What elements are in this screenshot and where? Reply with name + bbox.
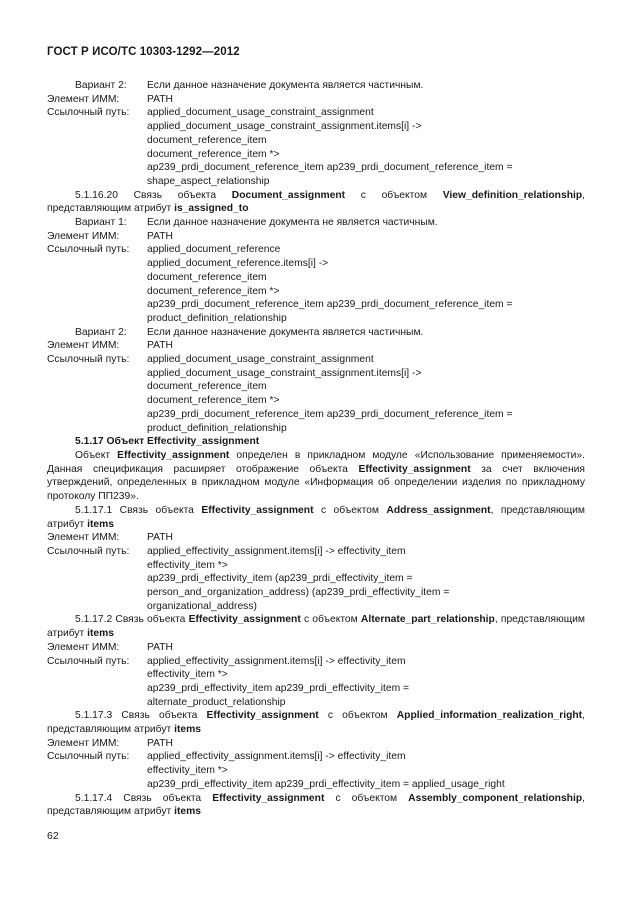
- mapping-key: Элемент ИММ:: [47, 230, 120, 242]
- text-run: 5.1.17 Объект Effectivity_assignment: [75, 436, 260, 448]
- text-run: , представляющим атрибут: [47, 710, 585, 736]
- mapping-key: Ссылочный путь:: [47, 244, 130, 256]
- page-header: ГОСТ Р ИСО/ТС 10303-1292—2012: [47, 46, 240, 58]
- mapping-value: Если данное назначение документа является частичным.: [147, 80, 424, 91]
- entity-name: Applied_information_realization_right: [396, 710, 583, 722]
- mapping-row: [47, 106, 585, 120]
- entity-name: items: [87, 628, 114, 640]
- mapping-value: applied_effectivity_assignment.items[i] -> effectivity_item: [147, 545, 406, 557]
- mapping-continuation: effectivity_item *>: [147, 765, 228, 777]
- mapping-key: Элемент ИММ:: [47, 641, 120, 653]
- text-run: 5.1.17.3 Связь объекта: [75, 710, 207, 722]
- mapping-value: PATH: [147, 340, 173, 352]
- mapping-key: Ссылочный путь:: [47, 655, 130, 667]
- mapping-key: Ссылочный путь:: [47, 107, 130, 119]
- text-run: 5.1.17.4 Связь объекта: [75, 792, 213, 804]
- mapping-value: applied_effectivity_assignment.items[i] -> effectivity_item: [147, 655, 406, 667]
- mapping-row: [47, 655, 585, 669]
- mapping-continuation: effectivity_item *>: [147, 669, 228, 681]
- mapping-row: [47, 737, 585, 751]
- mapping-value: PATH: [147, 532, 173, 544]
- entity-name: Effectivity_assignment: [201, 504, 314, 516]
- text-run: 5.1.17.1 Связь объекта: [75, 504, 202, 516]
- mapping-key: Элемент ИММ:: [47, 340, 120, 352]
- mapping-value: PATH: [147, 641, 173, 653]
- mapping-key: Вариант 2:: [75, 326, 127, 338]
- mapping-row: [47, 339, 585, 353]
- mapping-continuation: ap239_prdi_document_reference_item ap239_prdi_document_reference_item =: [147, 299, 513, 311]
- entity-name: Alternate_part_relationship: [360, 614, 495, 626]
- mapping-key: Элемент ИММ:: [47, 737, 120, 749]
- mapping-continuation: applied_document_usage_constraint_assignment.items[i] ->: [147, 121, 422, 133]
- entity-name: View_definition_relationship: [442, 189, 583, 201]
- mapping-key: Вариант 2:: [75, 80, 127, 91]
- text-run: за счет включения утверждений, определенных в прикладном модуле «Информация об определении изделия по прикладному протоколу ПП239».: [47, 463, 585, 503]
- mapping-value: applied_effectivity_assignment.items[i] -> effectivity_item: [147, 751, 406, 763]
- mapping-value: PATH: [147, 737, 173, 749]
- entity-name: Effectivity_assignment: [188, 614, 301, 626]
- mapping-continuation: document_reference_item *>: [147, 285, 280, 297]
- text-run: , представляющим атрибут: [47, 189, 586, 215]
- entity-name: items: [174, 724, 201, 736]
- mapping-row: [47, 353, 585, 367]
- text-run: , представляющим атрибут: [47, 792, 585, 818]
- paragraph: [47, 709, 585, 736]
- paragraph: [47, 189, 585, 216]
- entity-name: Assembly_component_relationship: [408, 792, 583, 804]
- mapping-continuation: effectivity_item *>: [147, 559, 228, 571]
- mapping-value: PATH: [147, 93, 173, 105]
- page-number: 62: [47, 830, 59, 842]
- entity-name: Effectivity_assignment: [117, 449, 230, 461]
- entity-name: Address_assignment: [386, 504, 491, 516]
- mapping-continuation: document_reference_item *>: [147, 395, 280, 407]
- mapping-continuation: document_reference_item: [147, 271, 267, 283]
- mapping-continuation: ap239_prdi_document_reference_item ap239_prdi_document_reference_item =: [147, 408, 513, 420]
- mapping-value: PATH: [147, 230, 173, 242]
- mapping-continuation: document_reference_item: [147, 134, 267, 146]
- mapping-continuation: organizational_address): [147, 600, 257, 612]
- paragraph: [47, 792, 585, 819]
- mapping-key: Ссылочный путь:: [47, 354, 130, 366]
- mapping-value: Если данное назначение документа не является частичным.: [147, 217, 438, 229]
- mapping-row: [47, 326, 585, 340]
- paragraph: [47, 613, 585, 640]
- mapping-row: [47, 216, 585, 230]
- paragraph: [47, 449, 585, 504]
- mapping-continuation: shape_aspect_relationship: [147, 175, 270, 187]
- entity-name: Document_assignment: [231, 189, 346, 201]
- mapping-key: Элемент ИММ:: [47, 93, 120, 105]
- mapping-row: [47, 545, 585, 559]
- mapping-row: [47, 230, 585, 244]
- text-run: , представляющим атрибут: [47, 504, 585, 530]
- mapping-continuation: document_reference_item *>: [147, 148, 280, 160]
- mapping-continuation: person_and_organization_address) (ap239_prdi_effectivity_item =: [147, 587, 450, 599]
- mapping-key: Элемент ИММ:: [47, 532, 120, 544]
- entity-name: Effectivity_assignment: [358, 463, 471, 475]
- mapping-continuation: product_definition_relationship: [147, 422, 287, 434]
- text-run: 5.1.17.2 Связь объекта: [75, 614, 189, 626]
- text-run: 5.1.16.20 Связь объекта: [75, 189, 232, 201]
- text-run: с объектом: [345, 189, 443, 201]
- entity-name: items: [174, 806, 201, 818]
- mapping-key: Вариант 1:: [75, 217, 127, 229]
- mapping-row: [47, 531, 585, 545]
- mapping-row: [47, 79, 585, 93]
- text-run: Объект: [75, 449, 118, 461]
- mapping-value: applied_document_reference: [147, 244, 281, 256]
- mapping-continuation: document_reference_item: [147, 381, 267, 393]
- entity-name: is_assigned_to: [174, 203, 249, 215]
- mapping-row: [47, 243, 585, 257]
- mapping-key: Ссылочный путь:: [47, 751, 130, 763]
- text-run: с объектом: [318, 710, 397, 722]
- text-run: с объектом: [313, 504, 387, 516]
- mapping-value: Если данное назначение документа является частичным.: [147, 326, 424, 338]
- text-run: с объектом: [300, 614, 361, 626]
- mapping-continuation: applied_document_usage_constraint_assignment.items[i] ->: [147, 367, 422, 379]
- mapping-continuation: ap239_prdi_effectivity_item ap239_prdi_effectivity_item = applied_usage_right: [147, 778, 505, 790]
- text-run: определен в прикладном модуле «Использование применяемости». Данная спецификация расширяет отображение объекта: [47, 449, 585, 475]
- mapping-value: applied_document_usage_constraint_assignment: [147, 107, 374, 119]
- paragraph: [47, 504, 585, 531]
- text-run: , представляющим атрибут: [47, 614, 585, 640]
- mapping-continuation: product_definition_relationship: [147, 312, 287, 324]
- section-heading: [47, 435, 585, 449]
- entity-name: items: [87, 518, 114, 530]
- mapping-row: [47, 750, 585, 764]
- mapping-key: Ссылочный путь:: [47, 545, 130, 557]
- entity-name: Effectivity_assignment: [206, 710, 319, 722]
- mapping-continuation: alternate_product_relationship: [147, 696, 286, 708]
- mapping-continuation: ap239_prdi_effectivity_item (ap239_prdi_effectivity_item =: [147, 573, 413, 585]
- mapping-row: [47, 641, 585, 655]
- entity-name: Effectivity_assignment: [212, 792, 325, 804]
- mapping-value: applied_document_usage_constraint_assignment: [147, 354, 374, 366]
- text-run: с объектом: [324, 792, 409, 804]
- mapping-row: [47, 93, 585, 107]
- mapping-continuation: ap239_prdi_effectivity_item ap239_prdi_effectivity_item =: [147, 682, 410, 694]
- mapping-continuation: ap239_prdi_document_reference_item ap239_prdi_document_reference_item =: [147, 162, 513, 174]
- document-body: [47, 79, 585, 819]
- mapping-continuation: applied_document_reference.items[i] ->: [147, 258, 329, 270]
